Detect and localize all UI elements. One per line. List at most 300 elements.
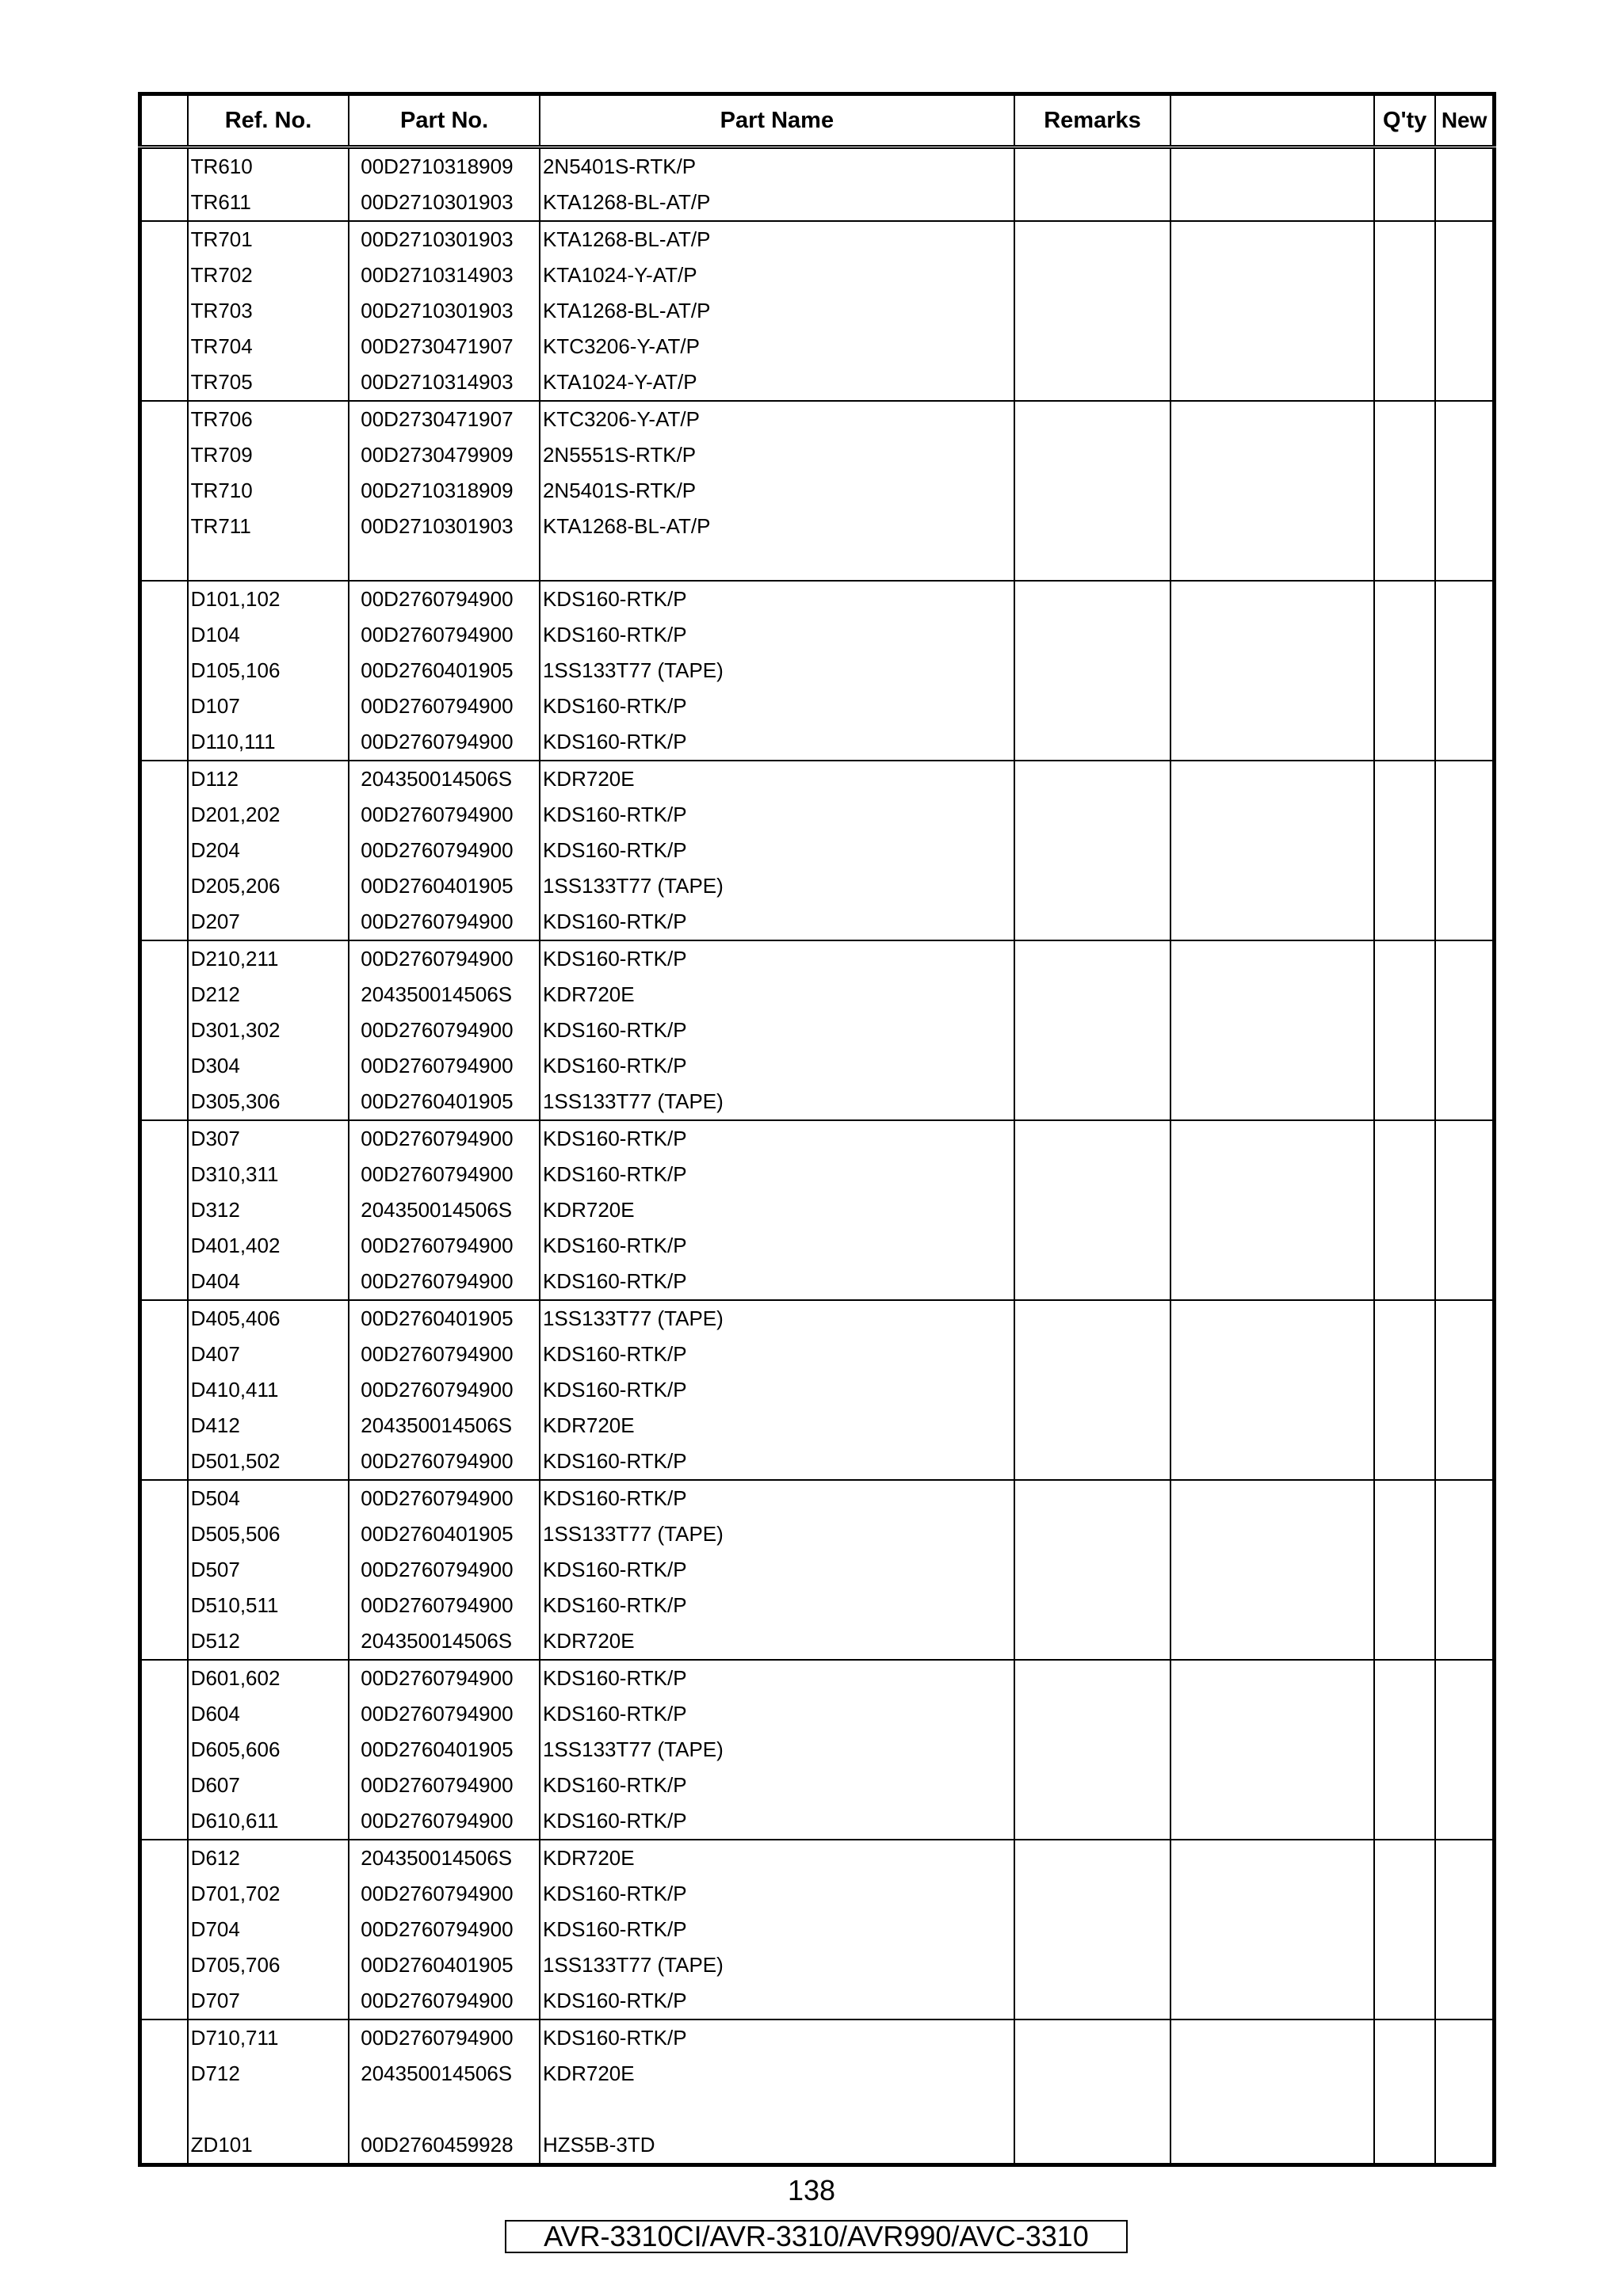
new-cell — [1435, 1876, 1494, 1912]
part-name-cell: KTA1024-Y-AT/P — [540, 364, 1014, 401]
table-row — [140, 2056, 1495, 2092]
row-index-cell — [140, 147, 188, 185]
table-row — [140, 1912, 1495, 1947]
ref-no-cell: D107 — [188, 688, 349, 724]
ref-no-cell: TR611 — [188, 185, 349, 221]
part-no-cell: 00D2760794900 — [349, 1480, 540, 1516]
extra-cell — [1170, 688, 1374, 724]
ref-no-cell: TR711 — [188, 509, 349, 544]
remarks-cell — [1014, 1408, 1171, 1444]
part-name-cell: KDS160-RTK/P — [540, 1480, 1014, 1516]
extra-cell — [1170, 1264, 1374, 1300]
row-index-cell — [140, 724, 188, 761]
table-row — [140, 293, 1495, 329]
part-no-cell: 00D2760794900 — [349, 2019, 540, 2056]
table-row — [140, 1768, 1495, 1803]
part-no-cell: 00D2760794900 — [349, 940, 540, 977]
part-name-cell: 1SS133T77 (TAPE) — [540, 1516, 1014, 1552]
part-no-cell: 00D2710318909 — [349, 147, 540, 185]
part-no-cell: 00D2710301903 — [349, 221, 540, 257]
part-no-cell — [349, 2092, 540, 2127]
part-no-cell: 00D2760794900 — [349, 581, 540, 617]
new-cell — [1435, 1157, 1494, 1192]
table-row — [140, 940, 1495, 977]
qty-cell — [1374, 1552, 1435, 1588]
new-cell — [1435, 724, 1494, 761]
part-no-cell: 00D2760794900 — [349, 1876, 540, 1912]
part-name-cell: KDR720E — [540, 761, 1014, 797]
qty-cell — [1374, 1120, 1435, 1157]
ref-no-cell: D612 — [188, 1840, 349, 1876]
remarks-cell — [1014, 1480, 1171, 1516]
table-row — [140, 1876, 1495, 1912]
header-qty: Q'ty — [1374, 94, 1435, 147]
qty-cell — [1374, 724, 1435, 761]
qty-cell — [1374, 761, 1435, 797]
part-name-cell: KDS160-RTK/P — [540, 1768, 1014, 1803]
table-row — [140, 1732, 1495, 1768]
new-cell — [1435, 1480, 1494, 1516]
ref-no-cell: D305,306 — [188, 1084, 349, 1120]
row-index-cell — [140, 1013, 188, 1048]
qty-cell — [1374, 1660, 1435, 1696]
remarks-cell — [1014, 653, 1171, 688]
table-row — [140, 653, 1495, 688]
table-row — [140, 688, 1495, 724]
row-index-cell — [140, 1372, 188, 1408]
new-cell — [1435, 1732, 1494, 1768]
ref-no-cell: D705,706 — [188, 1947, 349, 1983]
part-no-cell: 00D2760401905 — [349, 1300, 540, 1337]
extra-cell — [1170, 1408, 1374, 1444]
remarks-cell — [1014, 257, 1171, 293]
extra-cell — [1170, 1768, 1374, 1803]
ref-no-cell: D105,106 — [188, 653, 349, 688]
qty-cell — [1374, 1264, 1435, 1300]
remarks-cell — [1014, 1120, 1171, 1157]
header-remarks: Remarks — [1014, 94, 1171, 147]
qty-cell — [1374, 1623, 1435, 1660]
ref-no-cell: D201,202 — [188, 797, 349, 833]
part-name-cell: KTA1268-BL-AT/P — [540, 185, 1014, 221]
row-index-cell — [140, 437, 188, 473]
qty-cell — [1374, 1732, 1435, 1768]
qty-cell — [1374, 437, 1435, 473]
qty-cell — [1374, 1947, 1435, 1983]
new-cell — [1435, 653, 1494, 688]
new-cell — [1435, 257, 1494, 293]
qty-cell — [1374, 2019, 1435, 2056]
ref-no-cell: TR610 — [188, 147, 349, 185]
part-no-cell: 00D2760401905 — [349, 653, 540, 688]
part-no-cell: 00D2710301903 — [349, 293, 540, 329]
table-row — [140, 1408, 1495, 1444]
part-name-cell: KDR720E — [540, 1192, 1014, 1228]
row-index-cell — [140, 2019, 188, 2056]
extra-cell — [1170, 1120, 1374, 1157]
part-no-cell: 204350014506S — [349, 1408, 540, 1444]
qty-cell — [1374, 1912, 1435, 1947]
qty-cell — [1374, 2092, 1435, 2127]
table-row — [140, 1444, 1495, 1480]
row-index-cell — [140, 1228, 188, 1264]
table-row — [140, 509, 1495, 544]
table-row — [140, 1120, 1495, 1157]
ref-no-cell: D307 — [188, 1120, 349, 1157]
ref-no-cell: D605,606 — [188, 1732, 349, 1768]
row-index-cell — [140, 1732, 188, 1768]
extra-cell — [1170, 1876, 1374, 1912]
new-cell — [1435, 581, 1494, 617]
part-no-cell: 00D2760794900 — [349, 617, 540, 653]
extra-cell — [1170, 1552, 1374, 1588]
new-cell — [1435, 797, 1494, 833]
row-index-cell — [140, 1048, 188, 1084]
remarks-cell — [1014, 940, 1171, 977]
table-row — [140, 761, 1495, 797]
qty-cell — [1374, 688, 1435, 724]
table-row — [140, 185, 1495, 221]
part-name-cell: 1SS133T77 (TAPE) — [540, 1732, 1014, 1768]
header-blank-right — [1170, 94, 1374, 147]
ref-no-cell: D301,302 — [188, 1013, 349, 1048]
qty-cell — [1374, 544, 1435, 581]
row-index-cell — [140, 185, 188, 221]
part-no-cell: 00D2760401905 — [349, 1084, 540, 1120]
extra-cell — [1170, 1588, 1374, 1623]
part-no-cell: 00D2760401905 — [349, 1947, 540, 1983]
extra-cell — [1170, 401, 1374, 437]
part-name-cell: KTA1024-Y-AT/P — [540, 257, 1014, 293]
row-index-cell — [140, 1803, 188, 1840]
remarks-cell — [1014, 1372, 1171, 1408]
part-name-cell: 1SS133T77 (TAPE) — [540, 868, 1014, 904]
remarks-cell — [1014, 329, 1171, 364]
extra-cell — [1170, 724, 1374, 761]
ref-no-cell: D401,402 — [188, 1228, 349, 1264]
table-row — [140, 2092, 1495, 2127]
remarks-cell — [1014, 1516, 1171, 1552]
ref-no-cell: D601,602 — [188, 1660, 349, 1696]
new-cell — [1435, 761, 1494, 797]
qty-cell — [1374, 1803, 1435, 1840]
row-index-cell — [140, 1516, 188, 1552]
row-index-cell — [140, 401, 188, 437]
qty-cell — [1374, 1300, 1435, 1337]
part-name-cell: KDS160-RTK/P — [540, 940, 1014, 977]
qty-cell — [1374, 1983, 1435, 2019]
table-row — [140, 1947, 1495, 1983]
qty-cell — [1374, 473, 1435, 509]
part-no-cell: 00D2760401905 — [349, 1516, 540, 1552]
table-row — [140, 401, 1495, 437]
new-cell — [1435, 1013, 1494, 1048]
new-cell — [1435, 688, 1494, 724]
extra-cell — [1170, 2056, 1374, 2092]
qty-cell — [1374, 1084, 1435, 1120]
ref-no-cell: D710,711 — [188, 2019, 349, 2056]
part-name-cell: KDS160-RTK/P — [540, 1120, 1014, 1157]
header-part-name: Part Name — [540, 94, 1014, 147]
extra-cell — [1170, 1912, 1374, 1947]
table-row — [140, 1588, 1495, 1623]
extra-cell — [1170, 1157, 1374, 1192]
part-no-cell: 00D2710314903 — [349, 364, 540, 401]
remarks-cell — [1014, 437, 1171, 473]
new-cell — [1435, 868, 1494, 904]
qty-cell — [1374, 257, 1435, 293]
new-cell — [1435, 293, 1494, 329]
part-no-cell: 00D2760794900 — [349, 1552, 540, 1588]
row-index-cell — [140, 1264, 188, 1300]
extra-cell — [1170, 1300, 1374, 1337]
remarks-cell — [1014, 1840, 1171, 1876]
part-name-cell: KDS160-RTK/P — [540, 617, 1014, 653]
row-index-cell — [140, 1912, 188, 1947]
remarks-cell — [1014, 868, 1171, 904]
extra-cell — [1170, 1623, 1374, 1660]
table-row — [140, 1048, 1495, 1084]
remarks-cell — [1014, 1912, 1171, 1947]
new-cell — [1435, 2092, 1494, 2127]
qty-cell — [1374, 581, 1435, 617]
ref-no-cell: TR703 — [188, 293, 349, 329]
part-name-cell: KDS160-RTK/P — [540, 1983, 1014, 2019]
part-name-cell: KDS160-RTK/P — [540, 833, 1014, 868]
remarks-cell — [1014, 2092, 1171, 2127]
qty-cell — [1374, 1228, 1435, 1264]
extra-cell — [1170, 617, 1374, 653]
extra-cell — [1170, 1337, 1374, 1372]
new-cell — [1435, 1337, 1494, 1372]
remarks-cell — [1014, 1552, 1171, 1588]
ref-no-cell: D604 — [188, 1696, 349, 1732]
part-name-cell: KDS160-RTK/P — [540, 1444, 1014, 1480]
part-no-cell: 204350014506S — [349, 761, 540, 797]
table-row — [140, 1157, 1495, 1192]
remarks-cell — [1014, 1228, 1171, 1264]
ref-no-cell: D310,311 — [188, 1157, 349, 1192]
table-row — [140, 904, 1495, 940]
qty-cell — [1374, 1480, 1435, 1516]
new-cell — [1435, 1552, 1494, 1588]
part-name-cell: HZS5B-3TD — [540, 2127, 1014, 2165]
part-no-cell: 204350014506S — [349, 1840, 540, 1876]
part-no-cell: 204350014506S — [349, 2056, 540, 2092]
new-cell — [1435, 1983, 1494, 2019]
part-no-cell — [349, 544, 540, 581]
extra-cell — [1170, 761, 1374, 797]
table-row — [140, 329, 1495, 364]
row-index-cell — [140, 1480, 188, 1516]
table-row — [140, 1623, 1495, 1660]
new-cell — [1435, 1084, 1494, 1120]
extra-cell — [1170, 653, 1374, 688]
qty-cell — [1374, 2056, 1435, 2092]
new-cell — [1435, 401, 1494, 437]
remarks-cell — [1014, 1947, 1171, 1983]
ref-no-cell: D607 — [188, 1768, 349, 1803]
part-name-cell: 2N5551S-RTK/P — [540, 437, 1014, 473]
remarks-cell — [1014, 185, 1171, 221]
part-no-cell: 00D2760794900 — [349, 1803, 540, 1840]
part-name-cell: KDS160-RTK/P — [540, 724, 1014, 761]
part-name-cell — [540, 544, 1014, 581]
ref-no-cell: D712 — [188, 2056, 349, 2092]
extra-cell — [1170, 1840, 1374, 1876]
remarks-cell — [1014, 1983, 1171, 2019]
table-row — [140, 1192, 1495, 1228]
extra-cell — [1170, 1732, 1374, 1768]
new-cell — [1435, 1408, 1494, 1444]
table-row — [140, 1983, 1495, 2019]
new-cell — [1435, 1588, 1494, 1623]
part-name-cell: 1SS133T77 (TAPE) — [540, 653, 1014, 688]
row-index-cell — [140, 2092, 188, 2127]
part-no-cell: 00D2760794900 — [349, 724, 540, 761]
table-row — [140, 1660, 1495, 1696]
part-no-cell: 00D2730471907 — [349, 401, 540, 437]
remarks-cell — [1014, 1084, 1171, 1120]
part-name-cell: 2N5401S-RTK/P — [540, 147, 1014, 185]
extra-cell — [1170, 364, 1374, 401]
header-blank-left — [140, 94, 188, 147]
part-no-cell: 00D2760794900 — [349, 1157, 540, 1192]
ref-no-cell: D507 — [188, 1552, 349, 1588]
part-no-cell: 00D2760794900 — [349, 1768, 540, 1803]
qty-cell — [1374, 509, 1435, 544]
remarks-cell — [1014, 797, 1171, 833]
remarks-cell — [1014, 1264, 1171, 1300]
part-no-cell: 00D2760794900 — [349, 1228, 540, 1264]
extra-cell — [1170, 1947, 1374, 1983]
table-row — [140, 833, 1495, 868]
ref-no-cell: D610,611 — [188, 1803, 349, 1840]
new-cell — [1435, 940, 1494, 977]
part-name-cell: KDS160-RTK/P — [540, 1337, 1014, 1372]
remarks-cell — [1014, 473, 1171, 509]
table-row — [140, 1084, 1495, 1120]
part-name-cell: KDS160-RTK/P — [540, 1660, 1014, 1696]
part-no-cell: 00D2760794900 — [349, 1048, 540, 1084]
extra-cell — [1170, 1228, 1374, 1264]
new-cell — [1435, 977, 1494, 1013]
new-cell — [1435, 1623, 1494, 1660]
new-cell — [1435, 329, 1494, 364]
part-no-cell: 00D2760794900 — [349, 1588, 540, 1623]
new-cell — [1435, 904, 1494, 940]
remarks-cell — [1014, 1444, 1171, 1480]
qty-cell — [1374, 1048, 1435, 1084]
part-name-cell: KTC3206-Y-AT/P — [540, 329, 1014, 364]
remarks-cell — [1014, 364, 1171, 401]
part-no-cell: 00D2730479909 — [349, 437, 540, 473]
part-no-cell: 204350014506S — [349, 1623, 540, 1660]
row-index-cell — [140, 1444, 188, 1480]
remarks-cell — [1014, 2019, 1171, 2056]
qty-cell — [1374, 1588, 1435, 1623]
page-number: 138 — [787, 2174, 836, 2206]
parts-list-table — [138, 92, 1496, 2167]
extra-cell — [1170, 868, 1374, 904]
new-cell — [1435, 833, 1494, 868]
table-row — [140, 1337, 1495, 1372]
parts-table-body — [140, 147, 1495, 2165]
qty-cell — [1374, 401, 1435, 437]
table-row — [140, 1228, 1495, 1264]
ref-no-cell: D101,102 — [188, 581, 349, 617]
extra-cell — [1170, 1803, 1374, 1840]
qty-cell — [1374, 293, 1435, 329]
new-cell — [1435, 1803, 1494, 1840]
part-name-cell: KTA1268-BL-AT/P — [540, 293, 1014, 329]
part-name-cell: KDS160-RTK/P — [540, 688, 1014, 724]
row-index-cell — [140, 617, 188, 653]
ref-no-cell: D104 — [188, 617, 349, 653]
part-no-cell: 00D2760401905 — [349, 868, 540, 904]
remarks-cell — [1014, 1696, 1171, 1732]
extra-cell — [1170, 2127, 1374, 2165]
part-name-cell: KDR720E — [540, 2056, 1014, 2092]
ref-no-cell: D505,506 — [188, 1516, 349, 1552]
row-index-cell — [140, 1552, 188, 1588]
part-no-cell: 00D2760459928 — [349, 2127, 540, 2165]
new-cell — [1435, 1912, 1494, 1947]
qty-cell — [1374, 833, 1435, 868]
remarks-cell — [1014, 544, 1171, 581]
header-row — [140, 94, 1495, 147]
row-index-cell — [140, 293, 188, 329]
remarks-cell — [1014, 1623, 1171, 1660]
row-index-cell — [140, 581, 188, 617]
table-row — [140, 437, 1495, 473]
row-index-cell — [140, 797, 188, 833]
qty-cell — [1374, 1408, 1435, 1444]
new-cell — [1435, 1840, 1494, 1876]
extra-cell — [1170, 1696, 1374, 1732]
new-cell — [1435, 1228, 1494, 1264]
table-row — [140, 977, 1495, 1013]
row-index-cell — [140, 1300, 188, 1337]
ref-no-cell: D312 — [188, 1192, 349, 1228]
ref-no-cell: TR702 — [188, 257, 349, 293]
remarks-cell — [1014, 401, 1171, 437]
remarks-cell — [1014, 581, 1171, 617]
qty-cell — [1374, 904, 1435, 940]
extra-cell — [1170, 1048, 1374, 1084]
remarks-cell — [1014, 688, 1171, 724]
part-no-cell: 00D2760794900 — [349, 1660, 540, 1696]
row-index-cell — [140, 940, 188, 977]
table-row — [140, 221, 1495, 257]
ref-no-cell: D405,406 — [188, 1300, 349, 1337]
new-cell — [1435, 1300, 1494, 1337]
table-row — [140, 1696, 1495, 1732]
part-name-cell: KDS160-RTK/P — [540, 1912, 1014, 1947]
row-index-cell — [140, 868, 188, 904]
extra-cell — [1170, 1372, 1374, 1408]
qty-cell — [1374, 1768, 1435, 1803]
part-name-cell: KDS160-RTK/P — [540, 1048, 1014, 1084]
ref-no-cell: D207 — [188, 904, 349, 940]
table-row — [140, 257, 1495, 293]
qty-cell — [1374, 1013, 1435, 1048]
extra-cell — [1170, 509, 1374, 544]
part-name-cell: KDS160-RTK/P — [540, 1876, 1014, 1912]
ref-no-cell: TR704 — [188, 329, 349, 364]
part-name-cell: KDR720E — [540, 1840, 1014, 1876]
new-cell — [1435, 1372, 1494, 1408]
